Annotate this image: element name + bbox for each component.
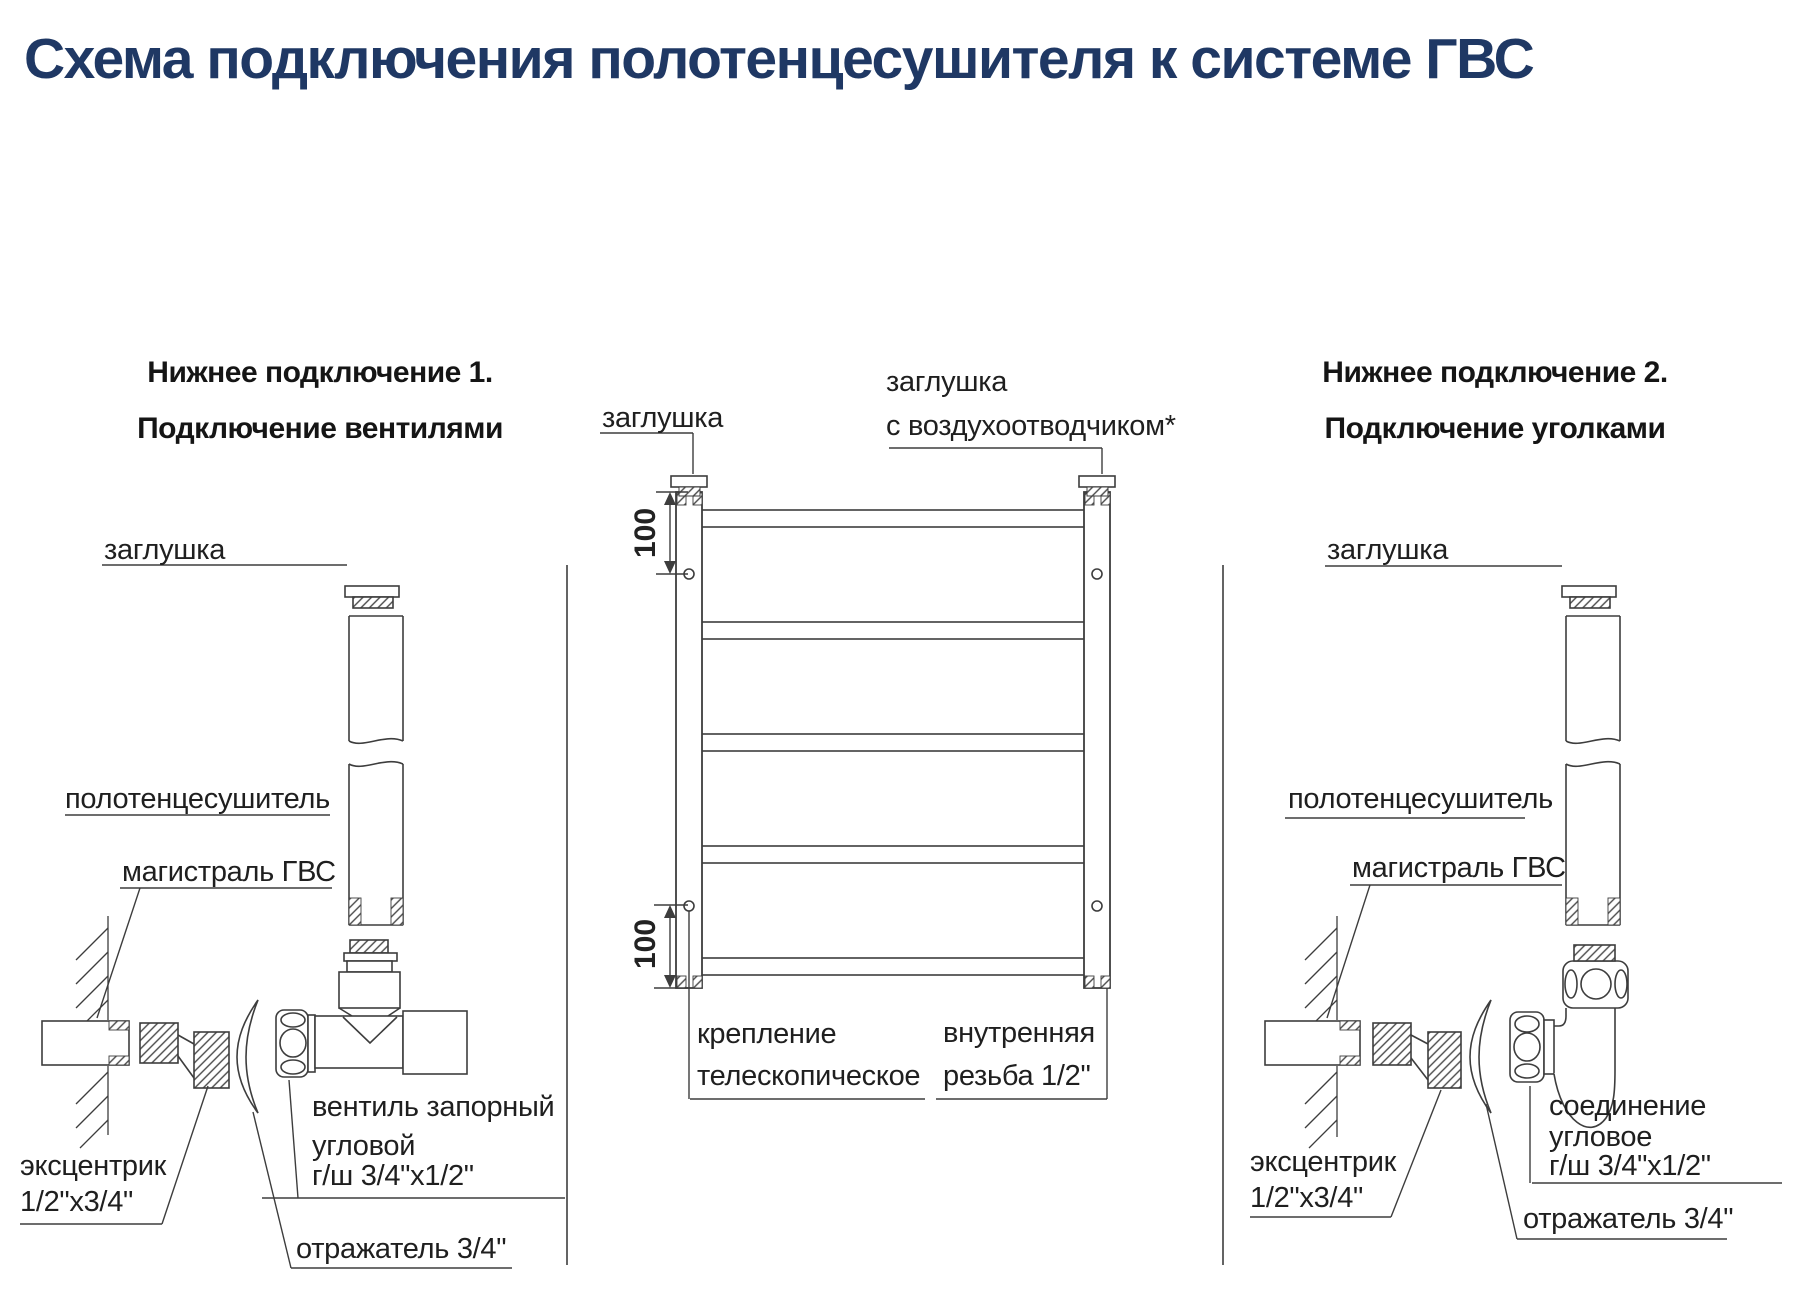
dimension-value-top: 100 [629,507,662,559]
label-towel-rail-right: полотенцесушитель [1288,783,1553,815]
reflector-left [237,1000,258,1113]
hws-main-pipe-left [42,1021,129,1065]
hws-main-pipe-right [1265,1021,1360,1065]
dimension-value-bottom: 100 [629,918,662,970]
label-thread-line1: внутренняя [943,1017,1095,1049]
label-valve-line3: г/ш 3/4"x1/2" [312,1160,474,1192]
label-hws-main-right: магистраль ГВС [1352,852,1566,884]
angle-valve-left [276,940,467,1077]
label-plug-right: заглушка [1327,534,1449,566]
towel-rail-front-view [654,476,1115,988]
label-elbow-line3: г/ш 3/4"x1/2" [1549,1150,1711,1182]
left-section-heading-line2: Подключение вентилями [137,412,503,445]
page-title: Схема подключения полотенцесушителя к системе ГВС [24,27,1534,91]
eccentric-right [1373,1023,1461,1088]
label-hws-main-left: магистраль ГВС [122,856,336,888]
label-valve-line2: угловой [312,1130,416,1162]
eccentric-left [140,1023,229,1088]
label-towel-rail-left: полотенцесушитель [65,783,330,815]
label-plug-left: заглушка [104,534,226,566]
label-eccentric-left-line2: 1/2"x3/4" [20,1186,134,1218]
right-section-heading-line1: Нижнее подключение 2. [1322,356,1668,389]
label-eccentric-right-line1: эксцентрик [1250,1146,1397,1178]
reflector-right [1470,1000,1491,1113]
label-air-vent-plug-line2: с воздухоотводчиком* [886,410,1176,442]
label-valve-line1: вентиль запорный [312,1091,555,1123]
towel-rail-leg-left [345,586,403,925]
label-elbow-line2: угловое [1549,1121,1653,1153]
label-reflector-left: отражатель 3/4" [296,1233,507,1265]
label-plug-middle: заглушка [602,402,724,434]
label-mount-line1: крепление [697,1018,837,1050]
right-section-heading-line2: Подключение уголками [1324,412,1666,445]
label-reflector-right: отражатель 3/4" [1523,1203,1734,1235]
label-elbow-line1: соединение [1549,1090,1707,1122]
towel-rail-leg-right [1562,586,1620,925]
label-thread-line2: резьба 1/2" [943,1060,1091,1092]
label-eccentric-right-line2: 1/2"x3/4" [1250,1182,1364,1214]
label-air-vent-plug-line1: заглушка [886,366,1008,398]
label-mount-line2: телескопическое [697,1060,921,1092]
left-section-heading-line1: Нижнее подключение 1. [147,356,493,389]
label-eccentric-left-line1: эксцентрик [20,1150,167,1182]
